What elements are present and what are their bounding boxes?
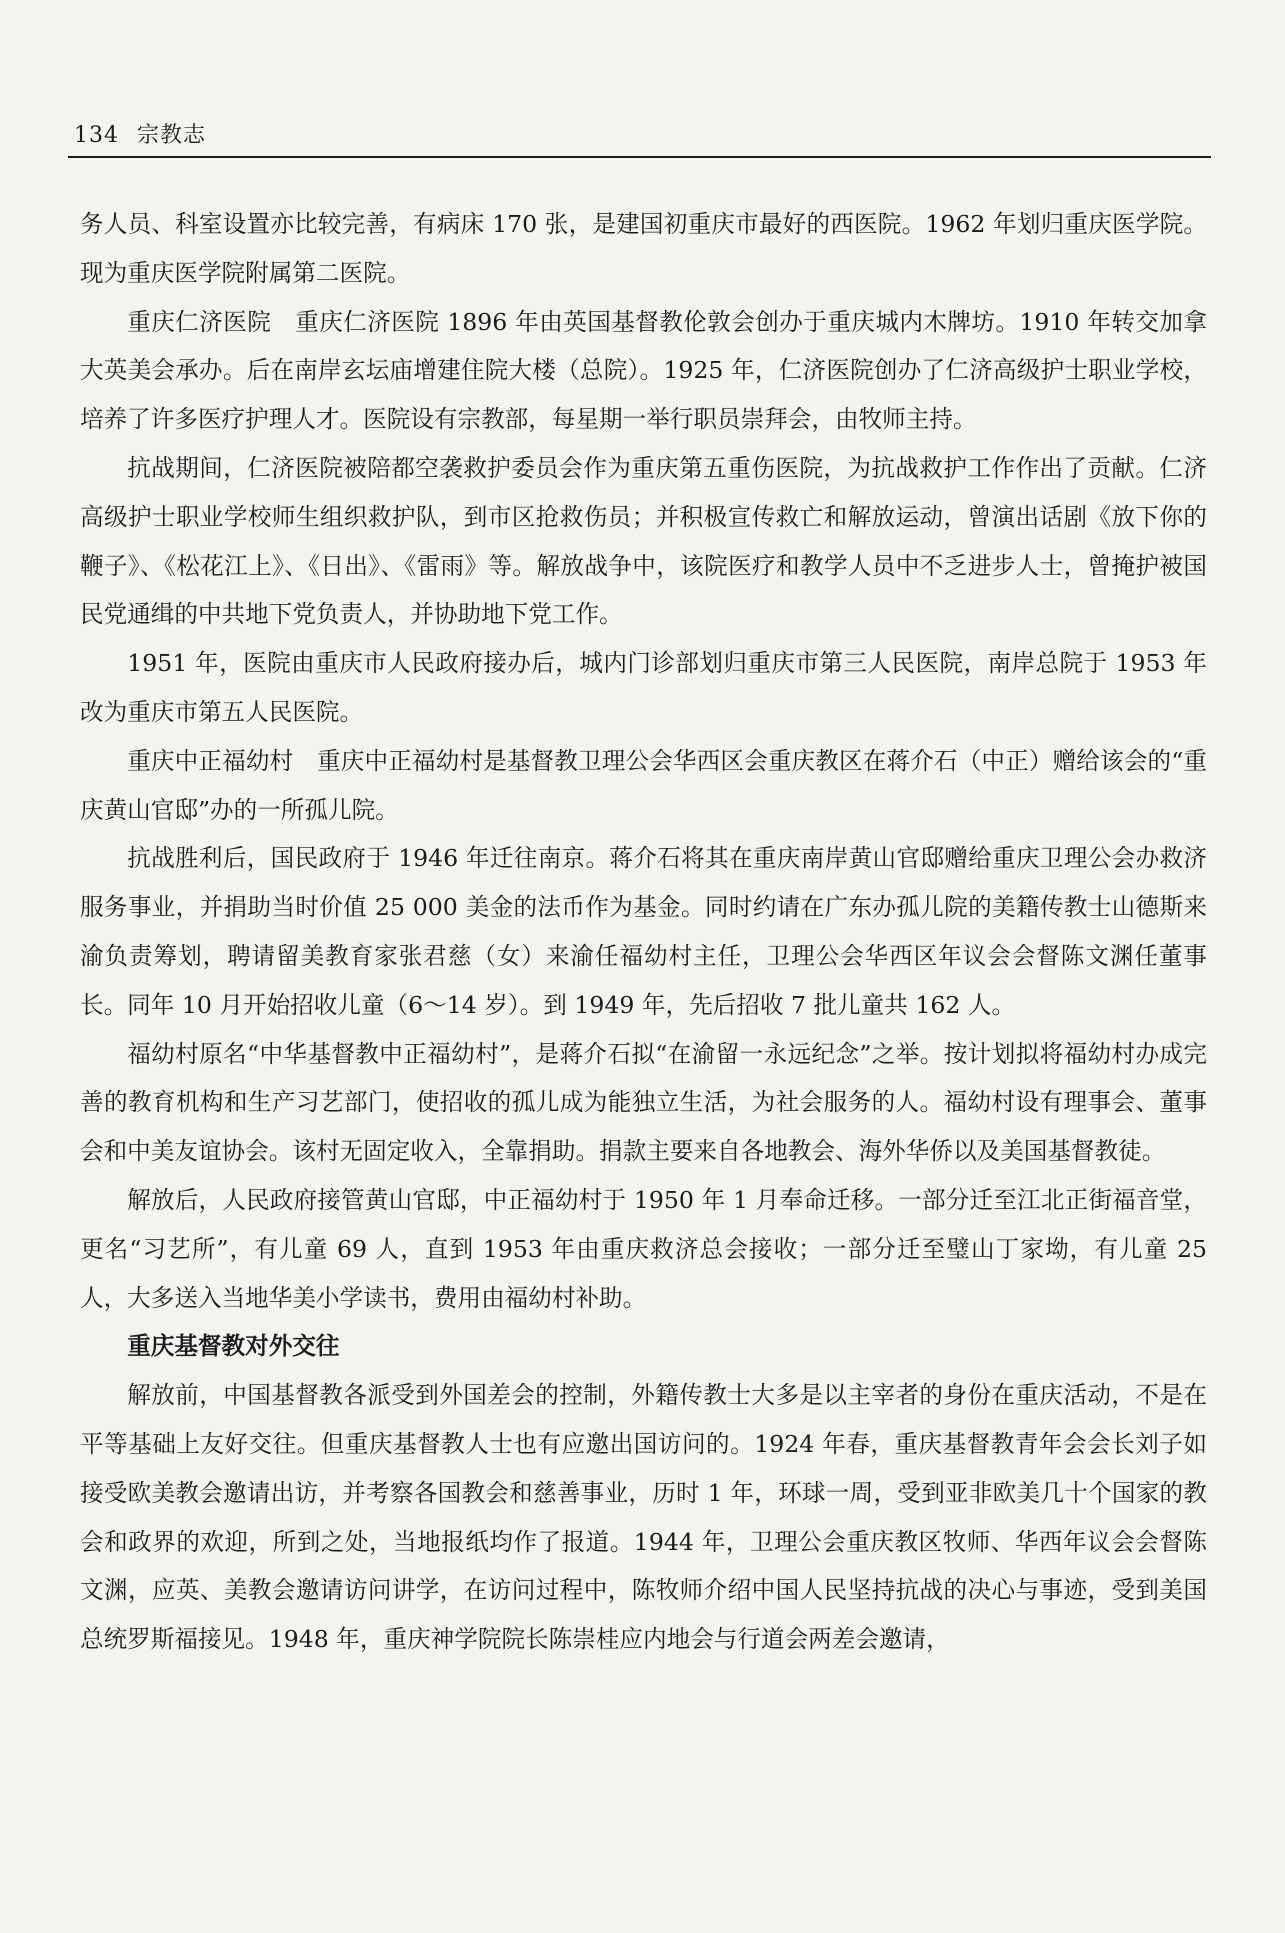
paragraph-renji-hospital: 重庆仁济医院 重庆仁济医院 1896 年由英国基督教伦敦会创办于重庆城内木牌坊。1910 年转交加拿大英美会承办。后在南岸玄坛庙增建住院大楼（总院）。1925 年，仁济医院创办了仁济高级护士职业学校，培养了许多医疗护理人才。医院设有宗教部，每星期一举行职员崇拜会，由牧师主持。 [80, 307, 1207, 434]
page-number: 134 [74, 123, 119, 148]
book-title: 宗教志 [137, 123, 207, 148]
paragraph-after-liberation: 解放后，人民政府接管黄山官邸，中正福幼村于 1950 年 1 月奉命迁移。一部分迁至江北正街福音堂，更名“习艺所”，有儿童 69 人，直到 1953 年由重庆救济总会接收；一部分迁至璧山丁家坳，有儿童 25 人，大多送入当地华美小学读书，费用由福幼村补助。 [80, 1185, 1207, 1312]
paragraph-foreign-exchange: 解放前，中国基督教各派受到外国差会的控制，外籍传教士大多是以主宰者的身份在重庆活动，不是在平等基础上友好交往。但重庆基督教人士也有应邀出国访问的。1924 年春，重庆基督教青年会会长刘子如接受欧美教会邀请出访，并考察各国教会和慈善事业，历时 1 年，环球一周，受到亚非欧美几十个国家的教会和政界的欢迎，所到之处，当地报纸均作了报道。1944 年，卫理公会重庆教区牧师、华西年议会会督陈文渊，应英、美教会邀请访问讲学，在访问过程中，陈牧师介绍中国人民坚持抗战的决心与事迹，受到美国总统罗斯福接见。1948 年，重庆神学院院长陈崇桂应内地会与行道会两差会邀请， [80, 1381, 1207, 1654]
paragraph-continuation: 务人员、科室设置亦比较完善，有病床 170 张，是建国初重庆市最好的西医院。1962 年划归重庆医学院。现为重庆医学院附属第二医院。 [80, 210, 1207, 287]
section-heading: 重庆基督教对外交往 [127, 1332, 340, 1361]
running-head [74, 118, 206, 149]
paragraph-wartime: 抗战期间，仁济医院被陪都空袭救护委员会作为重庆第五重伤医院，为抗战救护工作作出了贡献。仁济高级护士职业学校师生组织救护队，到市区抢救伤员；并积极宣传救亡和解放运动，曾演出话剧《放下你的鞭子》、《松花江上》、《日出》、《雷雨》等。解放战争中，该院医疗和教学人员中不乏进步人士，曾掩护被国民党通缉的中共地下党负责人，并协助地下党工作。 [80, 453, 1207, 629]
body-text [80, 200, 1207, 1664]
paragraph-zhongzheng-orphanage: 重庆中正福幼村 重庆中正福幼村是基督教卫理公会华西区会重庆教区在蒋介石（中正）赠给该会的“重庆黄山官邸”办的一所孤儿院。 [80, 746, 1207, 824]
header-rule [68, 156, 1211, 158]
paragraph-orphanage-name: 福幼村原名“中华基督教中正福幼村”，是蒋介石拟“在渝留一永远纪念”之举。按计划拟将福幼村办成完善的教育机构和生产习艺部门，使招收的孤儿成为能独立生活，为社会服务的人。福幼村设有理事会、董事会和中美友谊协会。该村无固定收入，全靠捐助。捐款主要来自各地教会、海外华侨以及美国基督教徒。 [80, 1039, 1207, 1166]
paragraph-after-victory: 抗战胜利后，国民政府于 1946 年迁往南京。蒋介石将其在重庆南岸黄山官邸赠给重庆卫理公会办救济服务事业，并捐助当时价值 25 000 美金的法币作为基金。同时约请在广东办孤儿院的美籍传教士山德斯来渝负责筹划，聘请留美教育家张君慈（女）来渝任福幼村主任，卫理公会华西区年议会会督陈文渊任董事长。同年 10 月开始招收儿童（6～14 岁）。到 1949 年，先后招收 7 批儿童共 162 人。 [80, 844, 1207, 1019]
paragraph-1951: 1951 年，医院由重庆市人民政府接办后，城内门诊部划归重庆市第三人民医院，南岸总院于 1953 年改为重庆市第五人民医院。 [80, 649, 1207, 726]
